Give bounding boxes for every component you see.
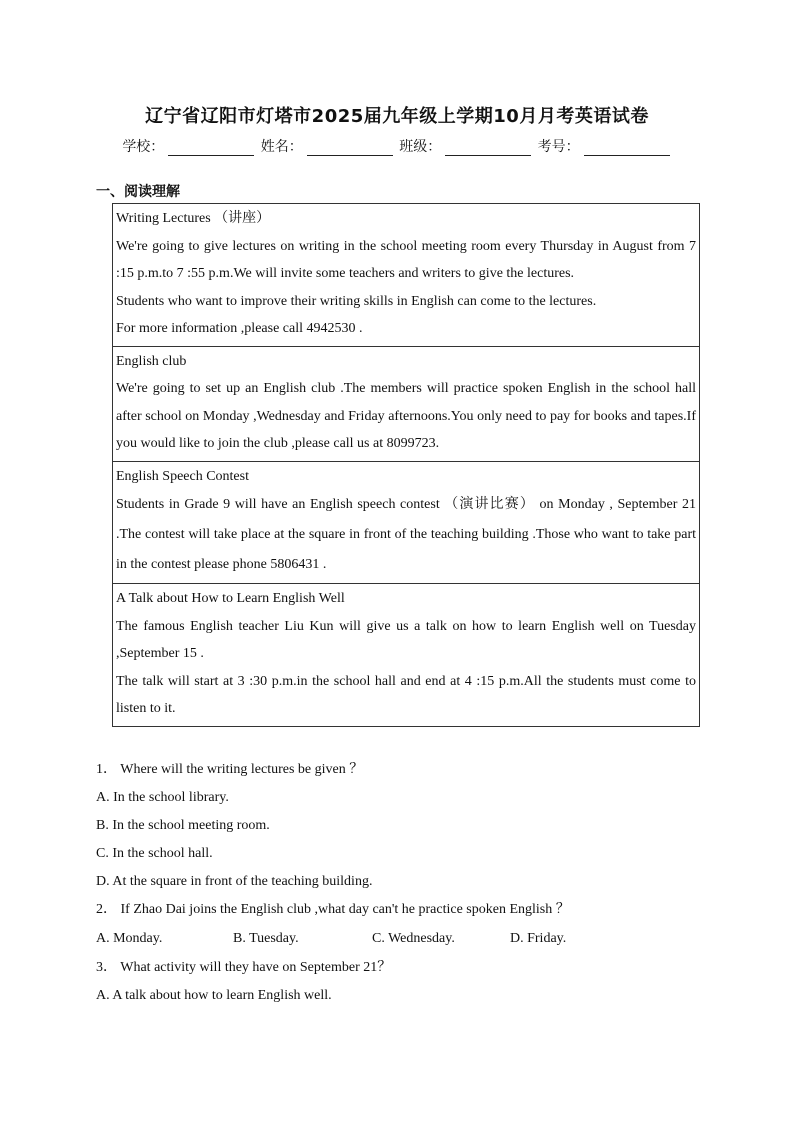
passage-paragraph: Students who want to improve their writing skills in English can come to the lectures. xyxy=(116,293,597,309)
exam-title: 辽宁省辽阳市灯塔市2025届九年级上学期10月月考英语试卷 xyxy=(145,106,649,127)
passage-title: English club xyxy=(116,353,187,369)
class-label: 班级： xyxy=(399,139,442,155)
questions-block xyxy=(96,756,706,1010)
question-stem: 2． If Zhao Dai joins the English club ,what day can't he practice spoken English ？ xyxy=(96,902,570,917)
passage-paragraph: We're going to set up an English club .The members will practice spoken English in the school hall after school on Monday ,Wednesday and Friday afternoons.You only need to pay for books and tapes.If you would like to join the club ,please call us at 8099723. xyxy=(116,381,696,451)
passage-cell-speech-contest xyxy=(113,461,700,584)
passage-row xyxy=(113,461,700,584)
passage-paragraph: We're going to give lectures on writing in the school meeting room every Thursday in August from 7 :15 p.m.to 7 :55 p.m.We will invite some teachers and writers to give the lectures. xyxy=(116,238,696,281)
passage-title: Writing Lectures （讲座） xyxy=(116,211,271,226)
answer-option[interactable]: B. Tuesday. xyxy=(233,931,299,946)
question-stem: 3． What activity will they have on September 21？ xyxy=(96,960,392,975)
passage-row xyxy=(113,584,700,727)
student-info-line xyxy=(0,136,794,156)
answer-option[interactable]: A. A talk about how to learn English well. xyxy=(96,988,332,1003)
passage-title: English Speech Contest xyxy=(116,468,249,484)
passage-paragraph: The talk will start at 3 :30 p.m.in the school hall and end at 4 :15 p.m.All the students must come to listen to it. xyxy=(116,673,696,716)
exam-number-blank[interactable] xyxy=(584,141,670,156)
answer-option-row xyxy=(96,924,706,954)
passage-cell-english-club xyxy=(113,346,700,461)
answer-option[interactable]: D. At the square in front of the teaching building. xyxy=(96,874,373,889)
passage-row xyxy=(113,346,700,461)
answer-option[interactable]: C. Wednesday. xyxy=(372,931,455,946)
passage-cell-writing-lectures xyxy=(113,204,700,347)
answer-option[interactable]: B. In the school meeting room. xyxy=(96,818,270,833)
exam-number-label: 考号： xyxy=(537,139,580,155)
school-label: 学校： xyxy=(122,139,165,155)
class-blank[interactable] xyxy=(445,141,531,156)
passage-paragraph: For more information ,please call 4942530 . xyxy=(116,321,363,336)
question-stem: 1． Where will the writing lectures be given ？ xyxy=(96,762,364,777)
passage-table xyxy=(112,203,700,727)
school-blank[interactable] xyxy=(168,141,254,156)
passage-row xyxy=(113,204,700,347)
name-blank[interactable] xyxy=(307,141,393,156)
passage-paragraph: The famous English teacher Liu Kun will give us a talk on how to learn English well on Tuesday ,September 15 . xyxy=(116,618,696,661)
answer-option[interactable]: C. In the school hall. xyxy=(96,846,213,861)
passage-title: A Talk about How to Learn English Well xyxy=(116,591,345,606)
answer-option[interactable]: A. Monday. xyxy=(96,931,163,946)
answer-option[interactable]: A. In the school library. xyxy=(96,790,229,805)
section-title: 一、阅读理解 xyxy=(96,184,180,200)
passage-cell-english-talk xyxy=(113,584,700,727)
passage-paragraph: Students in Grade 9 will have an English speech contest （演讲比赛） on Monday , September 21 .The contest will take place at the square in front of the teaching building .Those who want to take part in the contest please phone 5806431 . xyxy=(116,497,696,572)
answer-option[interactable]: D. Friday. xyxy=(510,931,567,946)
name-label: 姓名： xyxy=(260,139,303,155)
